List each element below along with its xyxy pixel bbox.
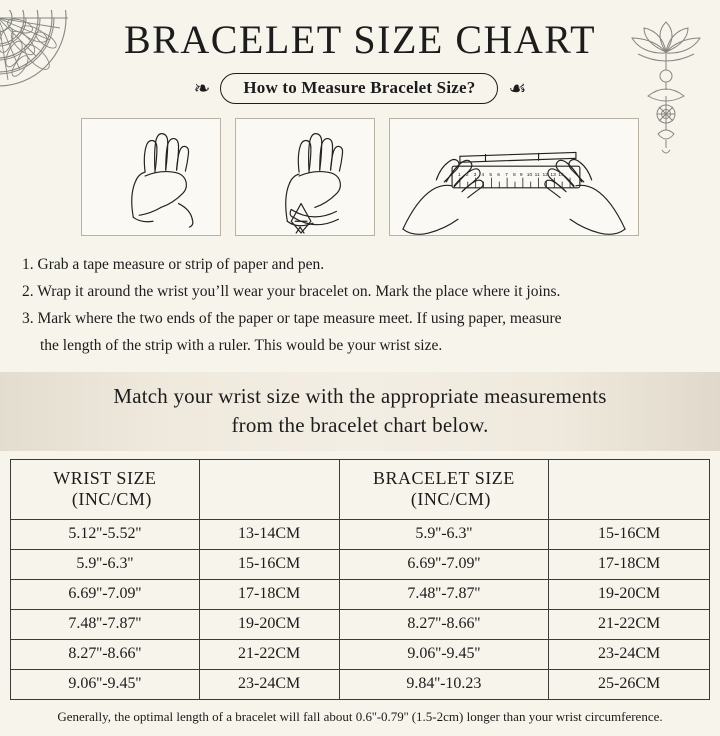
cell-wrist-cm: 17-18CM — [199, 580, 339, 610]
step-3: 3. Mark where the two ends of the paper or tape measure meet. If using paper, measure — [22, 310, 562, 328]
cell-wrist-inch: 8.27''-8.66'' — [11, 640, 200, 670]
cell-bracelet-cm: 25-26CM — [549, 670, 710, 700]
header-wrist-size — [11, 460, 200, 520]
table-header-row — [11, 460, 710, 520]
header-wrist-label: WRIST SIZE — [53, 468, 157, 489]
cell-wrist-inch: 6.69''-7.09'' — [11, 580, 200, 610]
svg-text:12: 12 — [542, 173, 548, 179]
cell-bracelet-inch: 9.06''-9.45'' — [339, 640, 549, 670]
cell-bracelet-inch: 6.69''-7.09'' — [339, 550, 549, 580]
svg-text:14: 14 — [558, 173, 564, 179]
table-row — [11, 520, 710, 550]
header-bracelet-size — [339, 460, 549, 520]
svg-text:6: 6 — [497, 173, 501, 179]
page-title: BRACELET SIZE CHART — [123, 17, 597, 62]
svg-text:1: 1 — [457, 173, 461, 179]
cell-wrist-cm: 13-14CM — [199, 520, 339, 550]
cell-wrist-cm: 19-20CM — [199, 610, 339, 640]
svg-text:8: 8 — [513, 173, 516, 179]
svg-text:9: 9 — [519, 173, 523, 179]
cell-bracelet-inch: 5.9''-6.3'' — [339, 520, 549, 550]
steps-list — [22, 252, 696, 358]
svg-text:5: 5 — [489, 173, 493, 179]
panel-hand-wrapped-tape — [235, 118, 375, 236]
cell-bracelet-inch: 8.27''-8.66'' — [339, 610, 549, 640]
table-row — [11, 580, 710, 610]
svg-text:3: 3 — [473, 173, 477, 179]
match-instruction-band — [0, 372, 720, 451]
cell-bracelet-inch: 9.84''-10.23 — [339, 670, 549, 700]
cell-bracelet-inch: 7.48''-7.87'' — [339, 580, 549, 610]
cell-bracelet-cm: 15-16CM — [549, 520, 710, 550]
step-2: 2. Wrap it around the wrist you’ll wear your bracelet on. Mark the place where it joins. — [22, 283, 561, 301]
header-bracelet-label: BRACELET SIZE — [373, 468, 515, 489]
header-wrist-unit: (INC/CM) — [71, 489, 152, 510]
cell-bracelet-cm: 21-22CM — [549, 610, 710, 640]
cell-wrist-cm: 15-16CM — [199, 550, 339, 580]
cell-bracelet-cm: 19-20CM — [549, 580, 710, 610]
cell-wrist-inch: 5.9''-6.3'' — [11, 550, 200, 580]
table-row — [11, 670, 710, 700]
header-bracelet-cm-spacer — [549, 460, 710, 520]
svg-text:13: 13 — [550, 173, 556, 179]
cell-wrist-inch: 7.48''-7.87'' — [11, 610, 200, 640]
header-bracelet-unit: (INC/CM) — [410, 489, 491, 510]
cell-bracelet-cm: 17-18CM — [549, 550, 710, 580]
header-wrist-cm-spacer — [199, 460, 339, 520]
cell-wrist-inch: 5.12''-5.52'' — [11, 520, 200, 550]
match-line-2: from the bracelet chart below. — [231, 412, 489, 437]
table-row — [11, 640, 710, 670]
svg-text:11: 11 — [534, 173, 540, 179]
flourish-right-icon: ☙ — [508, 77, 527, 100]
step-3-continued: the length of the strip with a ruler. This would be your wrist size. — [40, 337, 443, 355]
step-1: 1. Grab a tape measure or strip of paper and pen. — [22, 256, 325, 273]
table-row — [11, 610, 710, 640]
svg-text:10: 10 — [526, 173, 533, 179]
size-table — [10, 459, 710, 700]
table-row — [11, 550, 710, 580]
footnote: Generally, the optimal length of a bracelet will fall about 0.6''-0.79'' (1.5-2cm) longer than your wrist circumference. — [57, 709, 663, 725]
panel-hand-with-tape-start — [81, 118, 221, 236]
subtitle-row — [0, 73, 720, 104]
svg-text:4: 4 — [481, 173, 485, 179]
svg-text:2: 2 — [465, 173, 469, 179]
cell-wrist-cm: 21-22CM — [199, 640, 339, 670]
flourish-left-icon: ❧ — [193, 77, 211, 100]
illustration-panels — [0, 118, 720, 236]
subtitle-pill: How to Measure Bracelet Size? — [220, 73, 498, 104]
svg-text:7: 7 — [505, 173, 508, 179]
cell-wrist-inch: 9.06''-9.45'' — [11, 670, 200, 700]
cell-wrist-cm: 23-24CM — [199, 670, 339, 700]
match-line-1: Match your wrist size with the appropriate measurements — [113, 384, 607, 409]
panel-hands-measuring-ruler — [389, 118, 639, 236]
cell-bracelet-cm: 23-24CM — [549, 640, 710, 670]
